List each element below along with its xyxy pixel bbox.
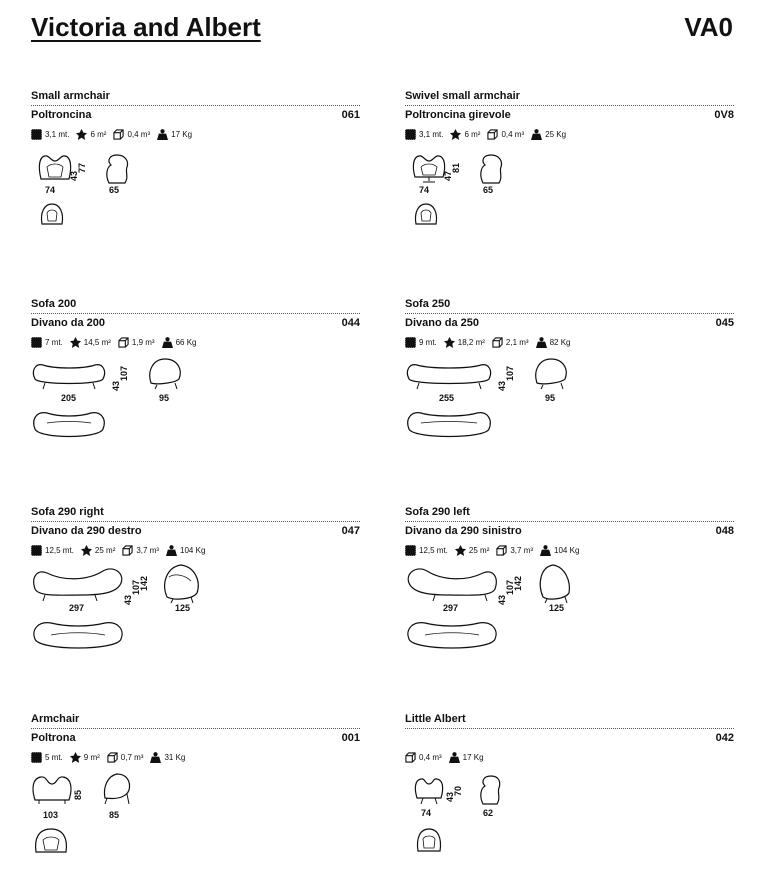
spec-weight: 25 Kg [531,129,566,140]
spec-weight: 31 Kg [150,752,185,763]
specs-row [31,543,360,557]
volume-icon [122,545,133,556]
front-view-drawing [37,153,73,183]
volume-icon [107,752,118,763]
product-name-it: Poltroncina girevole [405,109,511,121]
dim-seat-height: 47 [443,170,453,181]
spec-volume: 0,7 m³ [107,752,144,763]
fabric-icon [31,337,42,348]
fabric-icon [405,129,416,140]
front-view-drawing [405,567,499,603]
product-name-it: Divano da 250 [405,317,479,329]
dim-seat-height: 43 [497,380,507,391]
spec-fabric: 5 mt. [31,752,63,763]
spec-weight: 17 Kg [157,129,192,140]
spec-leather: 9 m² [70,752,100,763]
dim-height: 85 [73,789,83,800]
spec-fabric: 7 mt. [31,337,63,348]
divider [405,313,734,314]
dim-depth: 125 [549,603,565,613]
technical-drawings [31,770,360,880]
dim-height: 107 [131,579,141,595]
spec-leather: 6 m² [76,129,106,140]
leather-icon [70,337,81,348]
dim-depth: 95 [159,393,170,403]
weight-icon [540,545,551,556]
page-title: Victoria and Albert [31,12,261,42]
spec-leather: 25 m² [81,545,115,556]
product-name-en: Armchair [31,713,80,725]
technical-drawings [405,147,734,257]
side-view-drawing [147,357,183,391]
dim-height-max: 142 [139,575,149,591]
volume-icon [118,337,129,348]
weight-icon [449,752,460,763]
spec-fabric: 3,1 mt. [31,129,69,140]
specs-row [405,335,734,349]
dim-seat-height: 43 [123,594,133,605]
dim-seat-height: 43 [111,380,121,391]
product-name-it: Poltrona [31,732,76,744]
divider [405,728,734,729]
top-view-drawing [31,409,107,441]
dim-depth: 85 [109,810,120,820]
spec-volume: 1,9 m³ [118,337,155,348]
spec-weight: 17 Kg [449,752,484,763]
top-view-drawing [413,201,439,227]
dim-width: 297 [443,603,459,613]
specs-row [31,127,360,141]
side-view-drawing [161,563,201,605]
technical-drawings [405,770,734,880]
weight-icon [531,129,542,140]
fabric-icon [405,337,416,348]
side-view-drawing [537,563,573,605]
product-name-it: Divano da 290 sinistro [405,525,522,537]
top-view-drawing [405,619,499,653]
dim-width: 205 [61,393,77,403]
front-view-drawing [405,361,493,391]
product-name-en: Sofa 200 [31,298,77,310]
product-name-it: Divano da 200 [31,317,105,329]
leather-icon [450,129,461,140]
product-name-it: Poltroncina [31,109,92,121]
product-code: 045 [715,317,734,329]
dim-seat-height: 43 [69,170,79,181]
fabric-icon [31,545,42,556]
dim-seat-height: 43 [497,594,507,605]
product-name-en: Sofa 290 right [31,506,104,518]
leather-icon [455,545,466,556]
dim-depth: 62 [483,808,494,818]
dim-depth: 125 [175,603,191,613]
divider [31,105,360,106]
weight-icon [150,752,161,763]
dim-width: 255 [439,393,455,403]
side-view-drawing [533,357,569,391]
product-name-it: Divano da 290 destro [31,525,142,537]
dim-height: 107 [505,579,515,595]
specs-row [405,127,734,141]
product-name-en: Sofa 250 [405,298,451,310]
technical-drawings [405,563,734,673]
leather-icon [81,545,92,556]
product-sofa-250 [405,297,734,477]
dim-height: 107 [505,365,515,381]
product-code: 047 [341,525,360,537]
product-armchair [31,712,360,892]
collection-code: VA0 [684,12,733,42]
fabric-icon [31,752,42,763]
divider [31,728,360,729]
technical-drawings [31,147,360,257]
spec-fabric: 12,5 mt. [405,545,448,556]
top-view-drawing [31,619,125,653]
fabric-icon [405,545,416,556]
spec-volume: 0,4 m³ [487,129,524,140]
top-view-drawing [39,201,65,227]
dim-width: 74 [45,185,56,195]
divider [405,105,734,106]
spec-leather: 14,5 m² [70,337,111,348]
product-name-en: Small armchair [31,90,110,102]
leather-icon [444,337,455,348]
spec-volume: 3,7 m³ [496,545,533,556]
spec-weight: 104 Kg [166,545,205,556]
product-small-armchair [31,89,360,269]
product-name-en: Little Albert [405,713,466,725]
spec-leather: 18,2 m² [444,337,485,348]
spec-leather: 6 m² [450,129,480,140]
product-code: 044 [341,317,360,329]
volume-icon [492,337,503,348]
dim-height-max: 142 [513,575,523,591]
spec-fabric: 12,5 mt. [31,545,74,556]
dim-depth: 65 [483,185,494,195]
product-code: 042 [715,732,734,744]
divider [405,521,734,522]
volume-icon [113,129,124,140]
technical-drawings [31,355,360,465]
spec-weight: 104 Kg [540,545,579,556]
dim-width: 74 [421,808,432,818]
spec-fabric: 3,1 mt. [405,129,443,140]
technical-drawings [405,355,734,465]
dim-height: 81 [451,162,461,173]
leather-icon [70,752,81,763]
leather-icon [76,129,87,140]
side-view-drawing [477,774,503,808]
dim-height: 70 [453,785,463,796]
dim-width: 74 [419,185,430,195]
spec-volume: 0,4 m³ [405,752,442,763]
specs-row [31,750,360,764]
spec-leather: 25 m² [455,545,489,556]
technical-drawings [31,563,360,673]
dim-width: 103 [43,810,59,820]
spec-volume: 0,4 m³ [113,129,150,140]
dim-height: 107 [119,365,129,381]
side-view-drawing [103,153,131,185]
product-swivel-small-armchair [405,89,734,269]
specs-row [31,335,360,349]
specs-row [405,750,734,764]
spec-weight: 82 Kg [536,337,571,348]
front-view-drawing [411,153,447,183]
volume-icon [405,752,416,763]
product-sofa-290-right [31,505,360,685]
top-view-drawing [415,826,443,854]
product-name-en: Swivel small armchair [405,90,520,102]
divider [31,313,360,314]
dim-depth: 65 [109,185,120,195]
front-view-drawing [31,774,73,806]
weight-icon [536,337,547,348]
specs-row [405,543,734,557]
spec-fabric: 9 mt. [405,337,437,348]
dim-height: 77 [77,162,87,173]
weight-icon [166,545,177,556]
product-sofa-200 [31,297,360,477]
top-view-drawing [405,409,493,441]
volume-icon [487,129,498,140]
product-sofa-290-left [405,505,734,685]
weight-icon [162,337,173,348]
product-code: 048 [715,525,734,537]
spec-volume: 3,7 m³ [122,545,159,556]
dim-width: 297 [69,603,85,613]
product-little-albert [405,712,734,892]
side-view-drawing [101,772,133,806]
product-code: 061 [341,109,360,121]
volume-icon [496,545,507,556]
top-view-drawing [33,826,69,856]
weight-icon [157,129,168,140]
divider [31,521,360,522]
front-view-drawing [413,776,445,806]
side-view-drawing [477,153,505,185]
spec-volume: 2,1 m³ [492,337,529,348]
dim-seat-height: 43 [445,791,455,802]
product-name-en: Sofa 290 left [405,506,470,518]
product-code: 0V8 [714,109,734,121]
fabric-icon [31,129,42,140]
spec-weight: 66 Kg [162,337,197,348]
product-code: 001 [341,732,360,744]
front-view-drawing [31,567,125,603]
front-view-drawing [31,361,107,391]
dim-depth: 95 [545,393,556,403]
